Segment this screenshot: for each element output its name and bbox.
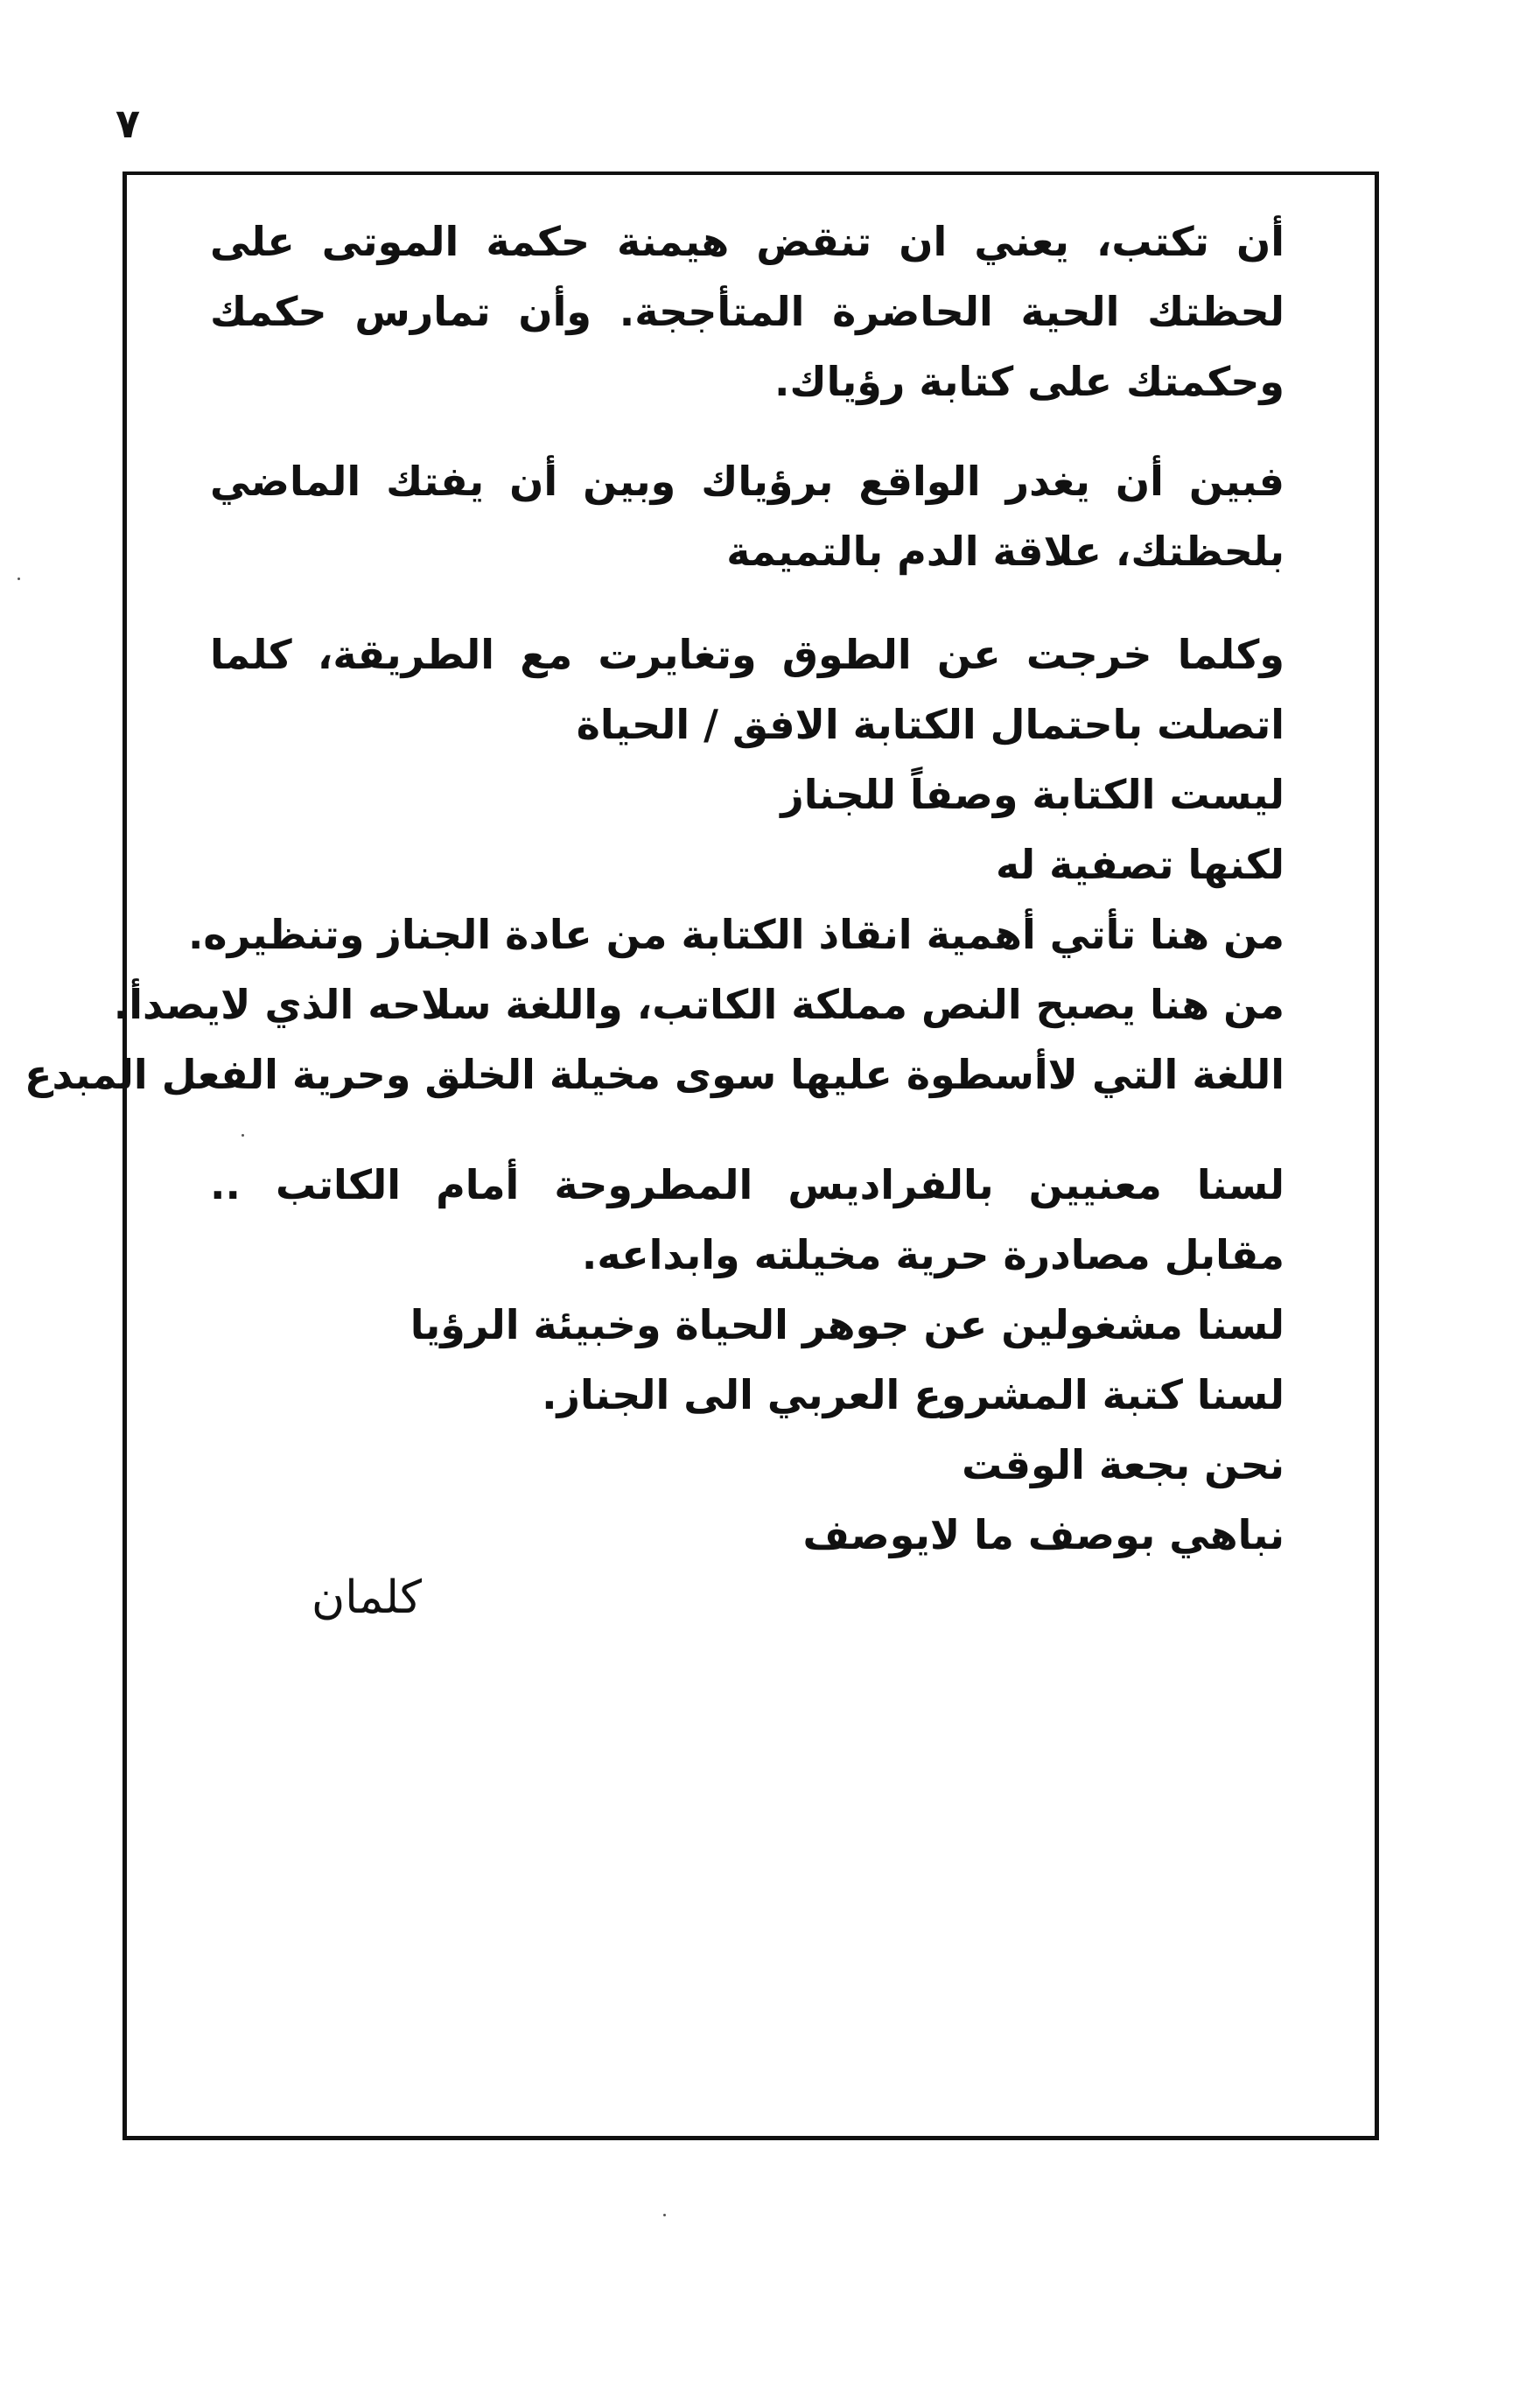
text-line: لسنا كتبة المشروع العربي الى الجناز. [542,1371,1284,1418]
paragraph-reality: فبين أن يغدر الواقع برؤياك وبين أن يفتك الماضي بلحظتك، علاقة الدم بالتميمة [210,458,1284,575]
text-line: نباهي بوصف ما لايوصف [802,1511,1284,1558]
text-line: نحن بجعة الوقت [962,1441,1284,1488]
scan-speck [18,578,20,580]
lines-block-swan [210,1290,1284,1570]
scan-speck [242,1134,244,1137]
page-number: ٧ [116,100,141,147]
text-line: من هنا يصبح النص مملكة الكاتب، واللغة سلاحه الذي لايصدأ. [113,981,1284,1028]
text-line: اللغة التي لاأسطوة عليها سوى مخيلة الخلق وحرية الفعل المبدع [24,1051,1284,1098]
text-line: من هنا تأتي أهمية انقاذ الكتابة من عادة الجناز وتنظيره. [187,911,1284,958]
paragraph-paradises: لسنا معنيين بالفراديس المطروحة أمام الكاتب .. مقابل مصادرة حرية مخيلته وابداعه. [210,1161,1284,1278]
paragraph-writing: أن تكتب، يعني ان تنقض هيمنة حكمة الموتى على لحظتك الحية الحاضرة المتأججة. وأن تمارس حكمك وحكمتك على كتابة رؤياك. [210,218,1284,405]
text-line: ليست الكتابة وصفاً للجناز [780,771,1284,818]
paragraph-breaking-out: وكلما خرجت عن الطوق وتغايرت مع الطريقة، كلما اتصلت باحتمال الكتابة الافق / الحياة [210,631,1284,748]
signature: كلمان [312,1572,423,1624]
lines-block-funeral [24,760,1284,1110]
manifesto-text [24,206,1284,1570]
text-line: لسنا مشغولين عن جوهر الحياة وخبيئة الرؤيا [410,1301,1284,1348]
scan-speck [663,2214,666,2216]
text-line: لكنها تصفية له [995,841,1284,888]
